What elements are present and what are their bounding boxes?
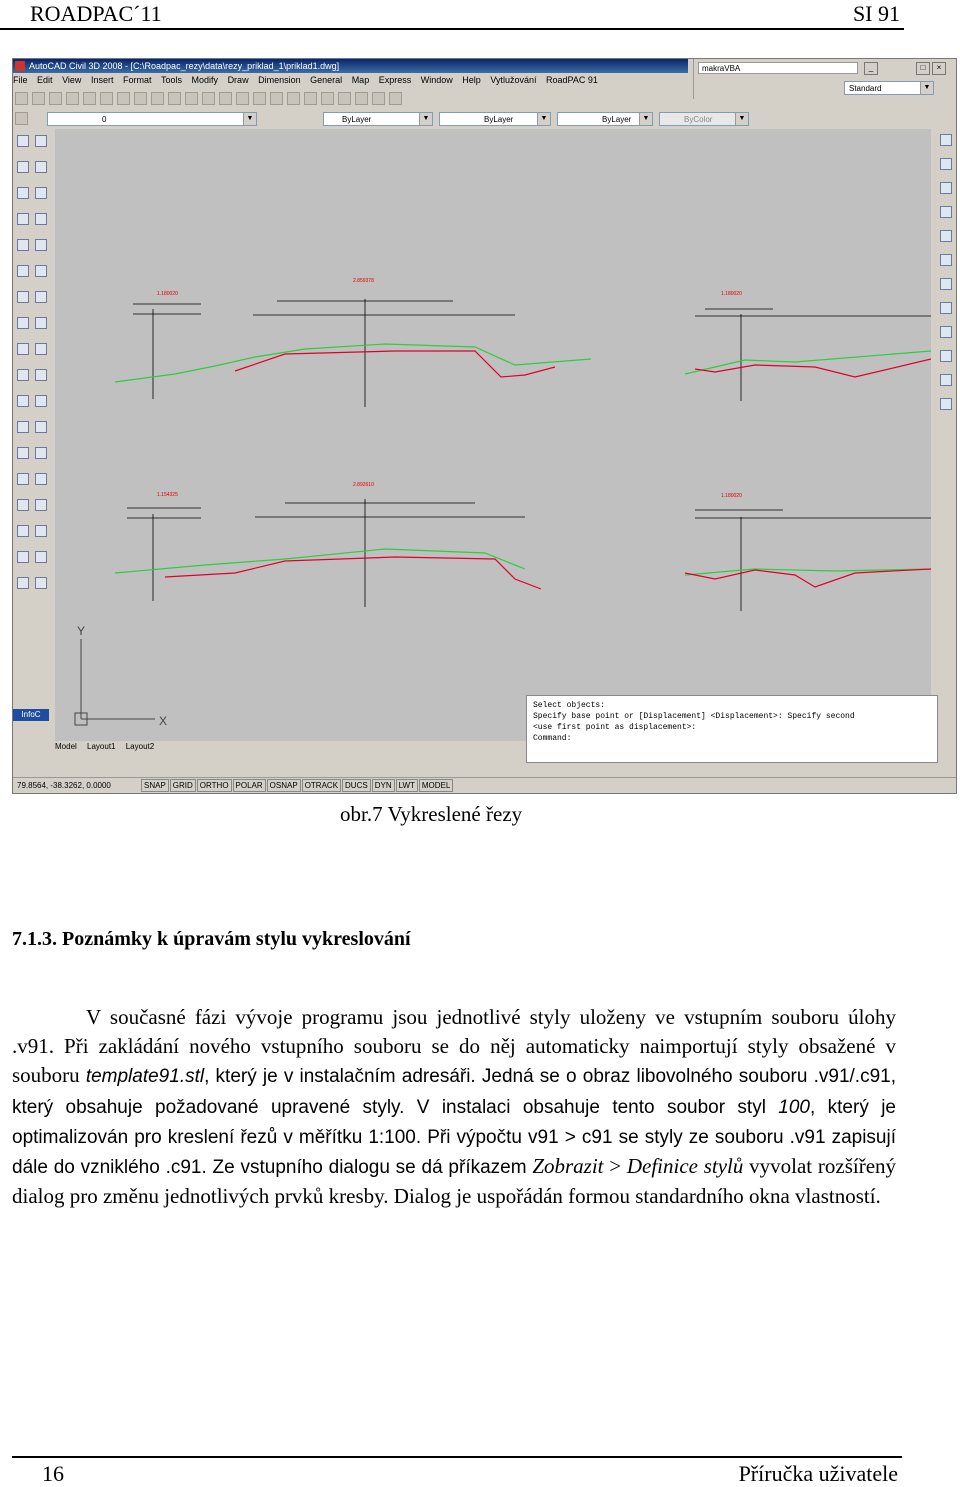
zoom-icon[interactable]: [940, 326, 952, 338]
section-5: [255, 482, 525, 607]
save-icon[interactable]: [49, 92, 62, 105]
ducs-toggle[interactable]: DUCS: [342, 779, 371, 792]
make-block-icon[interactable]: [35, 265, 47, 277]
chevron-down-icon: ▼: [639, 113, 652, 125]
revcloud-icon[interactable]: [35, 213, 47, 225]
footer-title: Příručka uživatele: [738, 1461, 898, 1486]
polyline-icon[interactable]: [17, 161, 29, 173]
sheet-set-icon[interactable]: [338, 92, 351, 105]
page-number: 16: [42, 1461, 64, 1486]
open-icon[interactable]: [32, 92, 45, 105]
zoom-previous-icon[interactable]: [270, 92, 283, 105]
figure-caption: obr.7 Vykreslené řezy: [340, 802, 523, 826]
pan-icon[interactable]: [219, 92, 232, 105]
plotstyle-combo[interactable]: [659, 112, 749, 126]
ucs-icon[interactable]: [940, 302, 952, 314]
menu-zobrazit: Zobrazit: [532, 1154, 604, 1179]
redo-icon[interactable]: [202, 92, 215, 105]
menu-vytlužování[interactable]: Vytlužování: [490, 75, 537, 85]
color-combo-value: ByLayer: [342, 115, 372, 124]
section-label: 2.859378: [353, 278, 374, 284]
section-label: 2.892610: [353, 482, 374, 488]
cut-icon[interactable]: [117, 92, 130, 105]
otrack-toggle[interactable]: OTRACK: [302, 779, 341, 792]
text-style-icon[interactable]: [940, 350, 952, 362]
zoom-window-icon[interactable]: [253, 92, 266, 105]
properties-icon[interactable]: [287, 92, 300, 105]
undo-icon[interactable]: [185, 92, 198, 105]
section-6: [695, 493, 931, 611]
chevron-down-icon: ▼: [243, 113, 256, 125]
mirror-icon[interactable]: [35, 369, 47, 381]
minimize-icon[interactable]: _: [864, 62, 878, 75]
draw-toolbars: [13, 129, 49, 739]
chevron-down-icon: ▼: [735, 113, 748, 125]
tool-palettes-icon[interactable]: [321, 92, 334, 105]
paragraph-text-4: vyvolat rozšířený dialog pro změnu jednotlivých prvků kresby. Dialog je uspořádán formou standardního okna vlastností.: [12, 1154, 897, 1209]
lineweight-combo-value: ByLayer: [602, 115, 632, 124]
ortho-toggle[interactable]: ORTHO: [197, 779, 232, 792]
coordinates-readout: 79.8564, -38.3262, 0.0000: [17, 781, 111, 790]
inquiry-icon[interactable]: [940, 206, 952, 218]
circle-icon[interactable]: [17, 213, 29, 225]
properties-toolbar: [13, 109, 956, 129]
explode-icon[interactable]: [17, 551, 29, 563]
design-center-icon[interactable]: [304, 92, 317, 105]
menu-window[interactable]: Window: [420, 75, 453, 85]
zoom-realtime-icon[interactable]: [236, 92, 249, 105]
footer-rule: [12, 1456, 902, 1458]
extend-icon[interactable]: [35, 473, 47, 485]
paragraph-text-2: , který je v instalačním adresáři. Jedná se o obraz libovolného souboru .v91/.c91, který obsahuje požadované upravené styly. V instalaci obsahuje tento soubor styl: [12, 1066, 896, 1118]
menu-tools[interactable]: Tools: [161, 75, 183, 85]
lwt-toggle[interactable]: LWT: [396, 779, 418, 792]
menu-general[interactable]: General: [310, 75, 343, 85]
section-label: 1.180020: [721, 291, 742, 297]
fillet-icon[interactable]: [35, 525, 47, 537]
body-paragraph: [12, 1003, 896, 1211]
tab-layout2[interactable]: Layout2: [125, 742, 155, 751]
chevron-down-icon: ▼: [920, 82, 933, 94]
dyn-toggle[interactable]: DYN: [372, 779, 395, 792]
command-history-line: Specify base point or [Displacement] <Displacement>: Specify second: [533, 712, 855, 721]
ucs-x-label: X: [159, 714, 168, 728]
close-icon[interactable]: ×: [932, 62, 946, 75]
page-header: [0, 0, 904, 30]
orbit-icon[interactable]: [940, 254, 952, 266]
command-history-line: <use first point as displacement>:: [533, 723, 697, 732]
stretch-icon[interactable]: [35, 447, 47, 459]
restore-icon[interactable]: □: [916, 62, 930, 75]
layout-tabs: [55, 741, 555, 753]
preview-icon[interactable]: [83, 92, 96, 105]
drawing-canvas[interactable]: [55, 129, 931, 741]
section-4: [127, 492, 201, 601]
rotate-icon[interactable]: [35, 421, 47, 433]
section-3: [695, 291, 931, 401]
menu-format[interactable]: Format: [122, 75, 152, 85]
linetype-combo-value: ByLayer: [484, 115, 514, 124]
spell-check-icon[interactable]: [940, 374, 952, 386]
mtext-icon[interactable]: [17, 343, 29, 355]
osnap-toggle[interactable]: OSNAP: [267, 779, 301, 792]
autocad-screenshot: [12, 58, 957, 794]
menu-modify[interactable]: Modify: [191, 75, 219, 85]
terrain-line: [685, 569, 931, 575]
array-icon[interactable]: [35, 395, 47, 407]
command-window[interactable]: [526, 695, 938, 763]
polygon-icon[interactable]: [35, 161, 47, 173]
design-line: [165, 557, 541, 589]
template-filename: template91.stl: [85, 1066, 205, 1088]
offset-icon[interactable]: [17, 395, 29, 407]
hatch-icon[interactable]: [35, 291, 47, 303]
dimension-style-icon[interactable]: [940, 182, 952, 194]
info-button[interactable]: InfoC: [13, 709, 49, 721]
layer-icon[interactable]: [940, 158, 952, 170]
calculator-icon[interactable]: [372, 92, 385, 105]
command-prompt[interactable]: Command:: [533, 734, 572, 743]
chevron-down-icon: ▼: [537, 113, 550, 125]
rectangle-icon[interactable]: [17, 187, 29, 199]
chamfer-icon[interactable]: [17, 525, 29, 537]
line-icon[interactable]: [17, 135, 29, 147]
status-bar: [13, 777, 956, 794]
break-icon[interactable]: [17, 499, 29, 511]
ucs-y-label: Y: [77, 624, 86, 638]
lineweight-combo[interactable]: [557, 112, 653, 126]
app-titlebar: [13, 59, 688, 73]
move-icon[interactable]: [17, 421, 29, 433]
menu-draw[interactable]: Draw: [227, 75, 249, 85]
section-label: 1.180020: [721, 493, 742, 499]
header-right: SI 91: [852, 1, 900, 26]
menu-roadpac[interactable]: RoadPAC 91: [546, 75, 598, 85]
terrain-line: [115, 344, 591, 382]
cross-sections-drawing: [55, 129, 931, 741]
polar-toggle[interactable]: POLAR: [233, 779, 266, 792]
chevron-down-icon: ▼: [419, 113, 432, 125]
insert-block-icon[interactable]: [17, 265, 29, 277]
macro-combo[interactable]: makraVBA: [698, 62, 858, 74]
style-combo[interactable]: [844, 81, 934, 95]
layer-combo-value: 0: [102, 115, 107, 124]
dim-aligned-icon[interactable]: [17, 577, 29, 589]
header-left: ROADPAC´11: [30, 1, 162, 26]
status-toggles: [141, 778, 454, 794]
app-icon: [15, 61, 25, 71]
app-title: AutoCAD Civil 3D 2008 - [C:\Roadpac_rezy\data\rezy_priklad_1\priklad1.dwg]: [29, 61, 340, 71]
plotstyle-combo-value: ByColor: [684, 115, 713, 124]
construction-line-icon[interactable]: [35, 135, 47, 147]
design-line: [695, 359, 931, 377]
point-icon[interactable]: [17, 291, 29, 303]
match-properties-icon[interactable]: [168, 92, 181, 105]
text-icon[interactable]: [940, 134, 952, 146]
copy-icon[interactable]: [134, 92, 147, 105]
linetype-combo[interactable]: [439, 112, 551, 126]
menubar: [13, 73, 688, 87]
menu-definice-stylu: Definice stylů: [626, 1154, 744, 1179]
arc-icon[interactable]: [35, 187, 47, 199]
menu-dimension[interactable]: Dimension: [258, 75, 301, 85]
render-icon[interactable]: [940, 278, 952, 290]
tab-model[interactable]: Model: [55, 742, 77, 751]
menu-express[interactable]: Express: [378, 75, 412, 85]
standard-toolbar: [13, 89, 688, 109]
layer-manager-icon[interactable]: [15, 112, 28, 125]
paragraph-text-1: V současné fázi vývoje programu jsou jednotlivé styly uloženy ve vstupním souboru úlohy .v91. Při zakládání nového vstupního souboru se do něj automaticky naimportují styly obsažené v souboru: [12, 1005, 896, 1088]
erase-icon[interactable]: [35, 343, 47, 355]
dim-linear-icon[interactable]: [35, 551, 47, 563]
style-name: 100: [778, 1096, 810, 1118]
menu-help[interactable]: Help: [462, 75, 481, 85]
color-combo[interactable]: [323, 112, 433, 126]
menu-map[interactable]: Map: [351, 75, 370, 85]
design-line: [235, 351, 555, 377]
right-toolbar: [938, 129, 956, 739]
menu-separator: >: [603, 1154, 627, 1179]
view-icon[interactable]: [940, 230, 952, 242]
command-history-line: Select objects:: [533, 701, 606, 710]
copy-object-icon[interactable]: [17, 369, 29, 381]
trim-icon[interactable]: [17, 473, 29, 485]
style-combo-value: Standard: [849, 84, 882, 93]
layer-combo[interactable]: [47, 112, 257, 126]
find-icon[interactable]: [940, 398, 952, 410]
section-label: 1.154325: [157, 492, 178, 498]
markup-icon[interactable]: [355, 92, 368, 105]
menu-edit[interactable]: Edit: [37, 75, 53, 85]
spline-icon[interactable]: [17, 239, 29, 251]
paste-icon[interactable]: [151, 92, 164, 105]
grid-toggle[interactable]: GRID: [170, 779, 196, 792]
print-icon[interactable]: [66, 92, 79, 105]
section-1: [133, 291, 201, 399]
new-icon[interactable]: [15, 92, 28, 105]
ellipse-icon[interactable]: [35, 239, 47, 251]
region-icon[interactable]: [17, 317, 29, 329]
menu-file[interactable]: File: [13, 75, 28, 85]
menu-insert[interactable]: Insert: [90, 75, 114, 85]
tab-layout1[interactable]: Layout1: [87, 742, 116, 751]
section-label: 1.180020: [157, 291, 178, 297]
snap-toggle[interactable]: SNAP: [141, 779, 169, 792]
menu-view[interactable]: View: [62, 75, 82, 85]
dim-radius-icon[interactable]: [35, 577, 47, 589]
paragraph-text-3: , který je optimalizován pro kreslení řezů v měřítku 1:100. Při výpočtu v91 > c91 se styly ze souboru .v91 zapisují dále do vzniklého .c91. Ze vstupního dialogu se dá příkazem: [12, 1096, 896, 1179]
terrain-line: [115, 549, 525, 573]
model-toggle[interactable]: MODEL: [419, 779, 453, 792]
macro-panel: [693, 59, 956, 99]
join-icon[interactable]: [35, 499, 47, 511]
scale-icon[interactable]: [17, 447, 29, 459]
help-icon[interactable]: [389, 92, 402, 105]
section-heading: 7.1.3. Poznámky k úpravám stylu vykreslování: [12, 928, 411, 950]
table-icon[interactable]: [35, 317, 47, 329]
publish-icon[interactable]: [100, 92, 113, 105]
section-2: [253, 278, 515, 407]
